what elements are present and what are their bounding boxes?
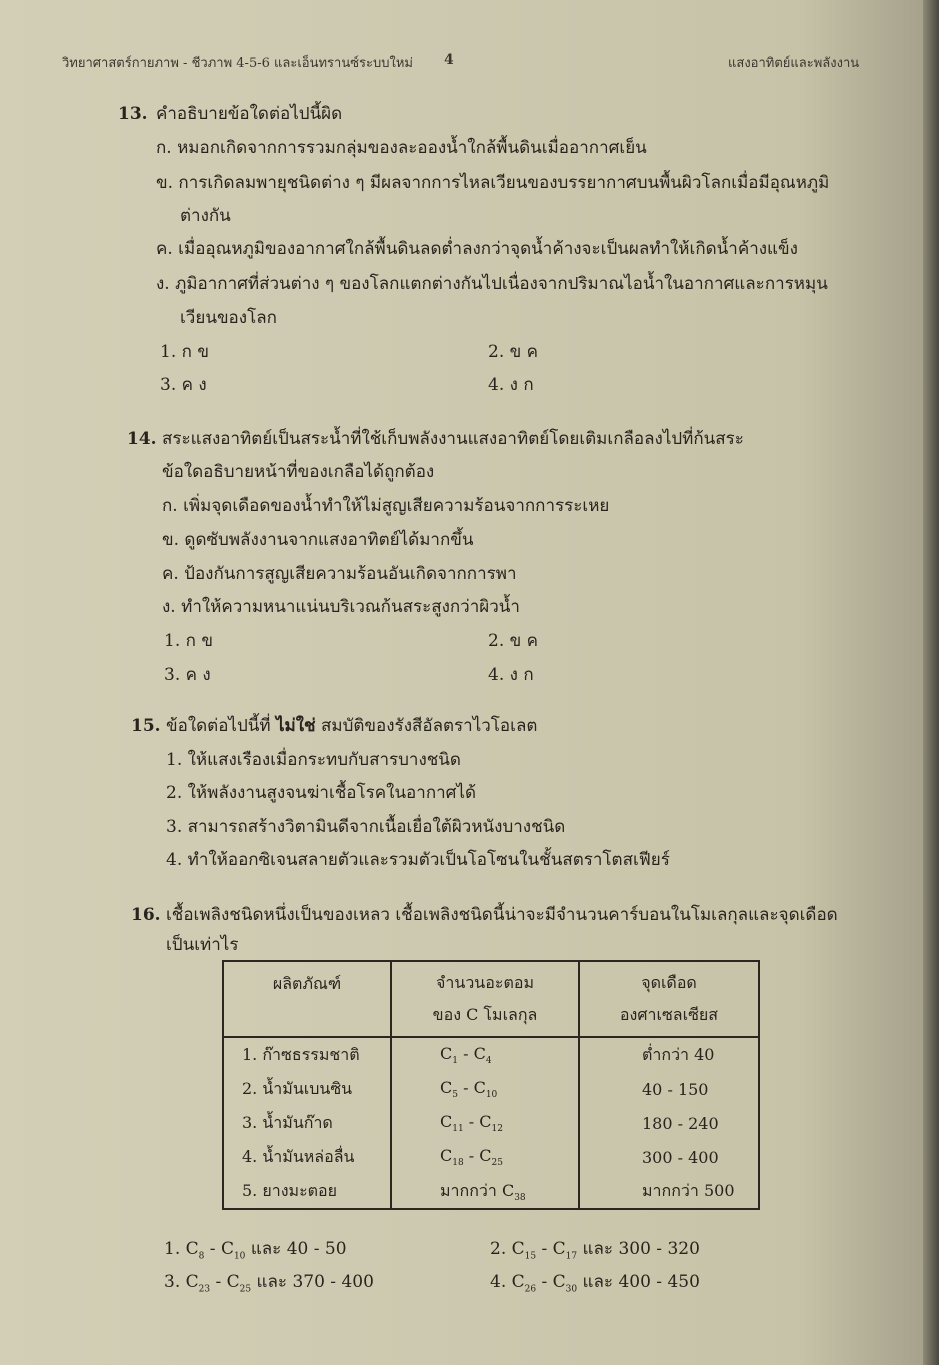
column-header-product: ผลิตภัณฑ์ xyxy=(223,961,391,1037)
carbon-min: 15 xyxy=(524,1251,537,1262)
carbon-label: มากกว่า C xyxy=(440,1180,515,1200)
question-text-emphasis: ไม่ใช่ xyxy=(276,716,316,736)
choice-4[interactable]: 4. ทำให้ออกซิเจนสลายตัวและรวมตัวเป็นโอโซนในชั้นสตราโตสเฟียร์ xyxy=(166,850,670,870)
carbon-separator: - C xyxy=(457,1043,486,1063)
product-name: 5. ยางมะตอย xyxy=(223,1174,391,1209)
boiling-point: ต่ำกว่า 40 xyxy=(579,1037,759,1072)
choice-2[interactable]: 2. $C_{15} - C_{17}$ และ 300 - 320 xyxy=(490,1239,700,1262)
question-text xyxy=(166,715,537,737)
header-chapter-title: แสงอาทิตย์และพลังงาน xyxy=(728,56,860,71)
carbon-max: 10 xyxy=(233,1251,246,1262)
carbon-min: 38 xyxy=(514,1192,526,1203)
boiling-point: 180 - 240 xyxy=(579,1106,759,1140)
carbon-min: 5 xyxy=(452,1090,458,1101)
choice-1[interactable]: 1. ก ข xyxy=(164,631,213,651)
petroleum-products-table xyxy=(222,960,760,1210)
boiling-point: มากกว่า 500 xyxy=(579,1174,759,1209)
carbon-max: 25 xyxy=(239,1284,252,1295)
column-header-carbon-atoms xyxy=(391,961,579,1037)
table-row xyxy=(223,1106,759,1140)
carbon-min: 8 xyxy=(198,1251,205,1262)
carbon-min: 26 xyxy=(524,1284,537,1295)
boiling-point: 300 - 400 xyxy=(579,1140,759,1174)
page-edge-shadow xyxy=(923,0,939,1365)
carbon-separator: - C xyxy=(463,1145,492,1165)
carbon-range xyxy=(391,1037,579,1072)
table-row xyxy=(223,1072,759,1106)
statement-b: ข. ดูดซับพลังงานจากแสงอาทิตย์ได้มากขึ้น xyxy=(162,530,474,550)
question-text: เชื้อเพลิงชนิดหนึ่งเป็นของเหลว เชื้อเพลิงชนิดนี้น่าจะมีจำนวนคาร์บอนในโมเลกุลและจุดเดือด xyxy=(166,905,838,925)
choice-3[interactable]: 3. ค ง xyxy=(164,665,211,685)
carbon-min: 11 xyxy=(452,1124,464,1135)
statement-b-cont: ต่างกัน xyxy=(180,206,231,226)
column-header-carbon-atoms-line1: จำนวนอะตอม xyxy=(436,973,534,992)
product-name: 4. น้ำมันหล่อลื่น xyxy=(223,1140,391,1174)
boiling-range: และ 300 - 320 xyxy=(582,1239,700,1259)
question-text-cont: เป็นเท่าไร xyxy=(166,935,239,955)
statement-d: ง. ภูมิอากาศที่ส่วนต่าง ๆ ของโลกแตกต่างกันไปเนื่องจากปริมาณไอน้ำในอากาศและการหมุน xyxy=(156,274,828,294)
choice-3[interactable]: 3. $C_{23} - C_{25}$ และ 370 - 400 xyxy=(164,1272,374,1295)
statement-a: ก. เพิ่มจุดเดือดของน้ำทำให้ไม่สูญเสียความร้อนจากการระเหย xyxy=(162,496,610,516)
question-number: 13. xyxy=(118,104,148,124)
statement-b: ข. การเกิดลมพายุชนิดต่าง ๆ มีผลจากการไหลเวียนของบรรยากาศบนพื้นผิวโลกเมื่อมีอุณหภูมิ xyxy=(156,173,830,193)
question-number: 16. xyxy=(131,905,161,925)
carbon-separator: - C xyxy=(463,1111,492,1131)
boiling-point: 40 - 150 xyxy=(579,1072,759,1106)
carbon-range xyxy=(391,1140,579,1174)
choice-4[interactable]: 4. ง ก xyxy=(488,375,534,395)
carbon-min: 18 xyxy=(452,1158,464,1169)
choice-1[interactable]: 1. ก ข xyxy=(160,342,209,362)
choice-number: 1. xyxy=(164,1239,181,1259)
carbon-label: C xyxy=(440,1145,453,1165)
product-name: 3. น้ำมันก๊าด xyxy=(223,1106,391,1140)
product-name: 2. น้ำมันเบนซิน xyxy=(223,1072,391,1106)
table-body xyxy=(223,1037,759,1209)
carbon-min: 1 xyxy=(452,1056,458,1067)
column-header-boiling-point-line2: องศาเซลเซียส xyxy=(619,1005,719,1024)
carbon-max: 4 xyxy=(485,1056,492,1067)
question-text: คำอธิบายข้อใดต่อไปนี้ผิด xyxy=(156,104,343,124)
carbon-max: 25 xyxy=(491,1158,503,1169)
carbon-range xyxy=(391,1174,579,1209)
question-text: สระแสงอาทิตย์เป็นสระน้ำที่ใช้เก็บพลังงานแสงอาทิตย์โดยเติมเกลือลงไปที่ก้นสระ xyxy=(162,429,744,449)
statement-c: ค. ป้องกันการสูญเสียความร้อนอันเกิดจากการพา xyxy=(162,564,517,584)
table-row xyxy=(223,1140,759,1174)
boiling-range: และ 370 - 400 xyxy=(256,1272,374,1292)
carbon-label: C xyxy=(440,1077,453,1097)
page-number: 4 xyxy=(444,52,454,68)
choice-2[interactable]: 2. ข ค xyxy=(488,342,539,362)
choice-1[interactable]: 1. $C_8 - C_{10}$ และ 40 - 50 xyxy=(164,1239,347,1262)
question-text-post: สมบัติของรังสีอัลตราไวโอเลต xyxy=(315,716,538,736)
statement-d: ง. ทำให้ความหนาแน่นบริเวณก้นสระสูงกว่าผิวน้ำ xyxy=(162,597,520,617)
question-text-pre: ข้อใดต่อไปนี้ที่ xyxy=(166,716,276,736)
carbon-max: 17 xyxy=(565,1251,578,1262)
question-number: 15. xyxy=(131,716,161,736)
carbon-max: 12 xyxy=(491,1124,503,1135)
choice-number: 2. xyxy=(490,1239,507,1259)
carbon-range xyxy=(391,1106,579,1140)
table-row xyxy=(223,1174,759,1209)
table-row xyxy=(223,1037,759,1072)
carbon-label: C xyxy=(440,1043,453,1063)
carbon-range xyxy=(391,1072,579,1106)
carbon-max: 10 xyxy=(485,1090,498,1101)
choice-4[interactable]: 4. ง ก xyxy=(488,665,534,685)
choice-3[interactable]: 3. ค ง xyxy=(160,375,207,395)
choice-1[interactable]: 1. ให้แสงเรืองเมื่อกระทบกับสารบางชนิด xyxy=(166,750,461,770)
product-name: 1. ก๊าซธรรมชาติ xyxy=(223,1037,391,1072)
choice-2[interactable]: 2. ให้พลังงานสูงจนฆ่าเชื้อโรคในอากาศได้ xyxy=(166,783,477,803)
question-text-cont: ข้อใดอธิบายหน้าที่ของเกลือได้ถูกต้อง xyxy=(162,462,435,482)
statement-a: ก. หมอกเกิดจากการรวมกลุ่มของละอองน้ำใกล้พื้นดินเมื่ออากาศเย็น xyxy=(156,138,647,158)
carbon-min: 23 xyxy=(198,1284,211,1295)
question-number: 14. xyxy=(127,429,157,449)
header-book-title: วิทยาศาสตร์กายภาพ - ชีวภาพ 4-5-6 และเอ็นทรานซ์ระบบใหม่ xyxy=(62,56,413,71)
choice-3[interactable]: 3. สามารถสร้างวิตามินดีจากเนื้อเยื่อใต้ผิวหนังบางชนิด xyxy=(166,817,566,837)
choice-number: 4. xyxy=(490,1272,507,1292)
column-header-carbon-atoms-line2: ของ C โมเลกุล xyxy=(432,1005,538,1024)
choice-2[interactable]: 2. ข ค xyxy=(488,631,539,651)
boiling-range: และ 400 - 450 xyxy=(582,1272,700,1292)
carbon-max: 30 xyxy=(565,1284,578,1295)
carbon-label: C xyxy=(440,1111,453,1131)
choice-4[interactable]: 4. $C_{26} - C_{30}$ และ 400 - 450 xyxy=(490,1272,700,1295)
column-header-boiling-point-line1: จุดเดือด xyxy=(641,973,697,992)
column-header-boiling-point xyxy=(579,961,759,1037)
choice-number: 3. xyxy=(164,1272,181,1292)
statement-c: ค. เมื่ออุณหภูมิของอากาศใกล้พื้นดินลดต่ำลงกว่าจุดน้ำค้างจะเป็นผลทำให้เกิดน้ำค้างแข็ง xyxy=(156,239,798,259)
statement-d-cont: เวียนของโลก xyxy=(180,308,277,328)
boiling-range: และ 40 - 50 xyxy=(250,1239,347,1259)
carbon-separator: - C xyxy=(457,1077,486,1097)
